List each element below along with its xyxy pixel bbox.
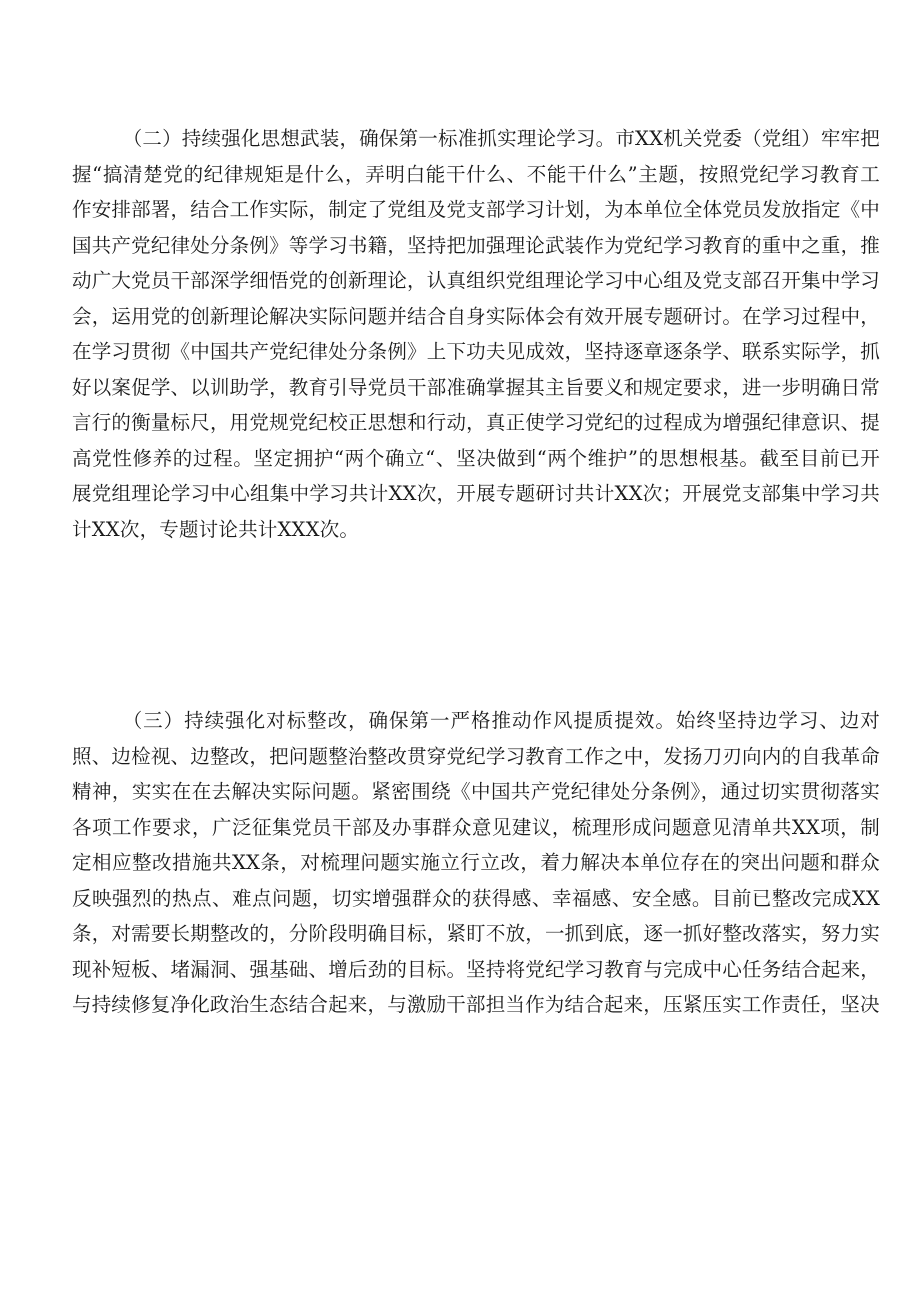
paragraph-theory-study: （二）持续强化思想武装，确保第一标准抓实理论学习。市XX机关党委（党组）牢牢把握“搞清楚党的纪律规矩是什么，弄明白能干什么、不能干什么”主题，按照党纪学习教育工作安排部署，结合工作实际，制定了党组及党支部学习计划，为本单位全体党员发放指定《中国共产党纪律处分条例》等学习书籍，坚持把加强理论武装作为党纪学习教育的重中之重，推动广大党员干部深学细悟党的创新理论，认真组织党组理论学习中心组及党支部召开集中学习会，运用党的创新理论解决实际问题并结合自身实际体会有效开展专题研讨。在学习过程中，在学习贯彻《中国共产党纪律处分条例》上下功夫见成效，坚持逐章逐条学、联系实际学，抓好以案促学、以训助学，教育引导党员干部准确掌握其主旨要义和规定要求，进一步明确日常言行的衡量标尺，用党规党纪校正思想和行动，真正使学习党纪的过程成为增强纪律意识、提高党性修养的过程。坚定拥护“两个确立“、坚决做到“两个维护”的思想根基。截至目前已开展党组理论学习中心组集中学习共计XX次，开展专题研讨共计XX次；开展党支部集中学习共计XX次，专题讨论共计XXX次。 <box>72 127 880 541</box>
paragraph-rectification: （三）持续强化对标整改，确保第一严格推动作风提质提效。始终坚持边学习、边对照、边检视、边整改，把问题整治整改贯穿党纪学习教育工作之中，发扬刀刃向内的自我革命精神，实实在在去解决实际问题。紧密围绕《中国共产党纪律处分条例》，通过切实贯彻落实各项工作要求，广泛征集党员干部及办事群众意见建议，梳理形成问题意见清单共XX项，制定相应整改措施共XX条，对梳理问题实施立行立改，着力解决本单位存在的突出问题和群众反映强烈的热点、难点问题，切实增强群众的获得感、幸福感、安全感。目前已整改完成XX条，对需要长期整改的，分阶段明确目标，紧盯不放，一抓到底，逐一抓好整改落实，努力实现补短板、堵漏洞、强基础、增后劲的目标。坚持将党纪学习教育与完成中心任务结合起来，与持续修复净化政治生态结合起来，与激励干部担当作为结合起来，压紧压实工作责任，坚决 <box>72 709 880 1016</box>
